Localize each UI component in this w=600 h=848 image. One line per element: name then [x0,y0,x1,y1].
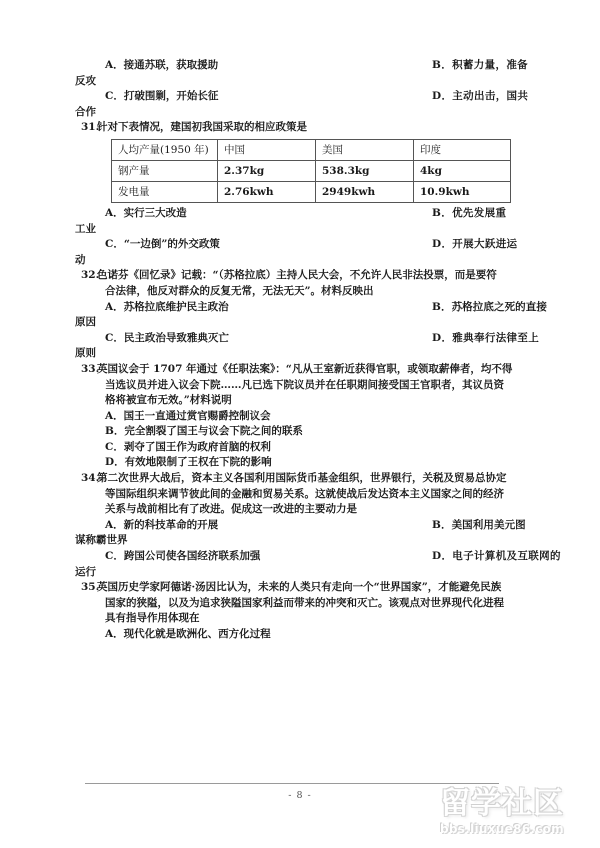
question-32-stem [75,268,525,284]
page-number: - 8 - [288,790,312,801]
question-34-option-row-ab [75,518,525,534]
question-34-stem [75,471,525,487]
question-35-number: 35. [81,581,100,594]
table-header-usa: 美国 [316,139,414,160]
question-33-stem-line1: 英国议会于 1707 年通过《任职法案》：“凡从王室新近获得官职，或领取薪俸者，均不得 [97,362,513,375]
question-32-option-d-wrap: 原则 [75,347,96,360]
table-cell-steel-china: 2.37kg [218,160,316,181]
question-32-number: 32. [81,269,100,282]
watermark-brand: 留学社区 [440,786,564,821]
question-32-option-b-wrap: 原因 [75,316,96,329]
option-b-label: B．积蓄力量，准备 [432,59,529,71]
table-row [112,181,511,202]
question-34-option-d: D．电子计算机及互联网的 [432,550,561,563]
question-32-stem-line1: 色诺芬《回忆录》记载：“（苏格拉底）主持人民大会，不允许人民非法投票，而是要符 [97,269,497,282]
option-row-carry-ab [75,58,529,74]
option-c-label: C．打破围剿，开始长征 [105,90,219,103]
question-34-option-a: A．新的科技革命的开展 [105,518,219,531]
question-31-stem-text: 针对下表情况，建国初我国采取的相应政策是 [97,121,307,134]
question-32-option-row-cd [75,331,540,347]
option-b-wrap: 反攻 [75,74,96,87]
table-header-china: 中国 [218,139,316,160]
table-cell-steel-usa: 538.3kg [316,160,414,181]
table-row-label-power: 发电量 [112,181,218,202]
option-row-carry-cd [75,89,529,105]
option-a-label: A．接通苏联，获取援助 [105,59,219,71]
question-33-option-a: A．国王一直通过赏官赐爵控制议会 [105,409,271,422]
question-31-option-d: D．开展大跃进运 [432,238,518,251]
question-32-stem-line2: 合法律，他反对群众的反复无常，无法无天”。材料反映出 [105,284,374,297]
question-31-option-c: C．“一边倒”的外交政策 [105,238,220,251]
question-34-option-row-cd [75,549,561,565]
question-33-stem [75,362,525,378]
table-row [112,160,511,181]
question-34-option-d-wrap: 运行 [75,565,96,578]
question-31-table-wrap [75,139,525,203]
footer-divider [85,783,499,784]
table-header-metric: 人均产量(1950 年) [112,139,218,160]
question-34-option-c: C．跨国公司使各国经济联系加强 [105,550,261,563]
question-33-option-d: D．有效地限制了王权在下院的影响 [105,456,272,469]
question-31-option-b-wrap: 工业 [75,222,96,235]
table-cell-power-usa: 2949kwh [316,181,414,202]
question-31-option-a: A．实行三大改造 [105,206,187,219]
question-35-stem-line2: 国家的狭隘，以及为追求狭隘国家利益而带来的冲突和灭亡。该观点对世界现代化进程 [105,596,504,609]
table-cell-steel-india: 4kg [414,160,511,181]
question-34-option-b: B．美国利用美元图 [432,518,526,531]
question-33-number: 33. [81,362,100,375]
question-31-option-d-wrap: 动 [75,253,86,266]
table-cell-power-china: 2.76kwh [218,181,316,202]
question-31-option-row-ab [75,206,525,222]
watermark-url: bbs.liuxue86.com [440,822,564,836]
question-32-option-b: B．苏格拉底之死的直接 [432,300,547,313]
question-32-option-a: A．苏格拉底维护民主政治 [105,300,229,313]
question-32-option-c: C．民主政治导致雅典灭亡 [105,331,229,344]
question-35-stem [75,580,525,596]
question-31-number: 31. [81,121,100,134]
question-34-option-b-wrap: 谋称霸世界 [75,534,128,547]
question-33-option-c: C．剥夺了国王作为政府首脑的权利 [105,440,271,453]
per-capita-output-table [111,139,511,203]
question-33-option-b: B．完全割裂了国王与议会下院之间的联系 [105,425,303,438]
table-cell-power-india: 10.9kwh [414,181,511,202]
page-content [75,58,561,643]
question-33-stem-line3: 格将被宣布无效。”材料说明 [105,394,232,407]
question-35-stem-line1: 英国历史学家阿德诺·汤因比认为，未来的人类只有走向一个“世界国家”，才能避免民族 [97,581,502,594]
table-header-india: 印度 [414,139,511,160]
question-31-option-row-cd [75,237,525,253]
question-32-option-row-ab [75,300,547,316]
question-33-stem-line2: 当选议员并进入议会下院……凡已选下院议员并在任职期间接受国王官职者，其议员资 [105,378,504,391]
question-34-number: 34. [81,472,100,485]
question-32-option-d: D．雅典奉行法律至上 [432,331,540,344]
question-34-stem-line2: 等国际组织来调节彼此间的金融和贸易关系。这就使战后发达资本主义国家之间的经济 [105,487,504,500]
question-31-stem [75,120,525,136]
question-31-option-b: B．优先发展重 [432,206,507,219]
option-d-label: D．主动出击，国共 [432,90,529,103]
question-34-stem-line3: 关系与战前相比有了改进。促成这一改进的主要动力是 [105,503,357,516]
option-d-wrap: 合作 [75,105,96,118]
question-34-stem-line1: 第二次世界大战后，资本主义各国利用国际货币基金组织，世界银行，关税及贸易总协定 [97,472,507,485]
table-row-label-steel: 钢产量 [112,160,218,181]
question-35-stem-line3: 具有指导作用体现在 [105,612,200,625]
table-row [112,139,511,160]
question-35-option-a: A．现代化就是欧洲化、西方化过程 [105,628,271,640]
